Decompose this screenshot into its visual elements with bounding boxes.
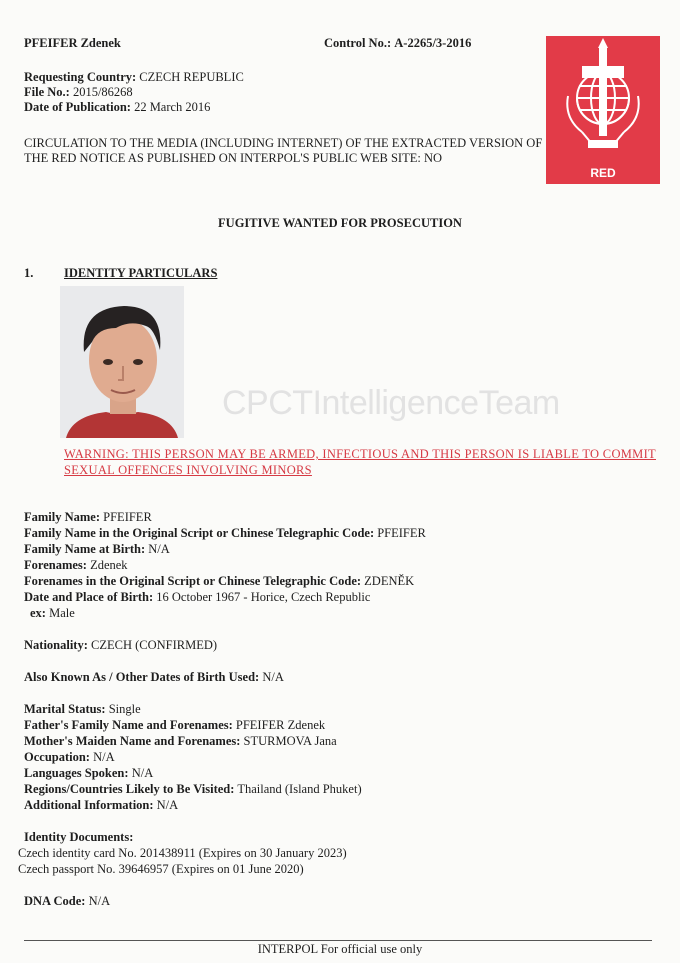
subject-name-header: PFEIFER Zdenek — [24, 36, 121, 50]
languages-value: N/A — [131, 766, 154, 780]
occupation-label: Occupation: — [24, 750, 90, 764]
family-name-original-label: Family Name in the Original Script or Chinese Telegraphic Code: — [24, 526, 375, 540]
family-name-birth-row — [24, 542, 170, 557]
nationality-label: Nationality: — [24, 638, 88, 652]
sex-label: ex: — [30, 606, 46, 620]
regions-value: Thailand (Island Phuket) — [237, 782, 362, 796]
date-place-birth-row — [24, 590, 370, 605]
family-name-original-row — [24, 526, 426, 541]
forenames-original-row — [24, 574, 414, 589]
red-label: RED — [590, 166, 616, 180]
dna-code-row — [24, 894, 110, 909]
requesting-country-row — [24, 70, 244, 85]
file-no-row — [24, 85, 133, 100]
forenames-original-label: Forenames in the Original Script or Chinese Telegraphic Code: — [24, 574, 362, 588]
date-place-birth-label: Date and Place of Birth: — [24, 590, 154, 604]
family-name-value: PFEIFER — [103, 510, 152, 524]
father-name-label: Father's Family Name and Forenames: — [24, 718, 233, 732]
section-title: IDENTITY PARTICULARS — [64, 266, 218, 280]
marital-status-label: Marital Status: — [24, 702, 106, 716]
forenames-value: Zdenek — [90, 558, 128, 572]
additional-info-value: N/A — [156, 798, 179, 812]
control-number — [324, 36, 471, 51]
nationality-row — [24, 638, 217, 653]
person-portrait-icon — [60, 286, 184, 438]
family-name-label: Family Name: — [24, 510, 101, 524]
nationality-value: CZECH (CONFIRMED) — [91, 638, 218, 652]
date-place-birth-value: 16 October 1967 - Horice, Czech Republic — [156, 590, 371, 604]
dna-code-label: DNA Code: — [24, 894, 86, 908]
father-name-row — [24, 718, 325, 733]
document-title: FUGITIVE WANTED FOR PROSECUTION — [218, 216, 462, 230]
additional-info-row — [24, 798, 178, 813]
regions-row — [24, 782, 362, 797]
also-known-as-label: Also Known As / Other Dates of Birth Used: — [24, 670, 260, 684]
family-name-birth-label: Family Name at Birth: — [24, 542, 146, 556]
subject-photo — [60, 286, 184, 438]
publication-date-label: Date of Publication: — [24, 100, 131, 114]
section-number: 1. — [24, 266, 34, 280]
sex-row — [30, 606, 75, 621]
marital-status-value: Single — [108, 702, 141, 716]
file-no-label: File No.: — [24, 85, 70, 99]
warning-text: WARNING: THIS PERSON MAY BE ARMED, INFECTIOUS AND THIS PERSON IS LIABLE TO COMMIT SEXUAL OFFENCES INVOLVING MINORS — [64, 447, 656, 477]
publication-date-row — [24, 100, 210, 115]
sex-value: Male — [49, 606, 75, 620]
family-name-row — [24, 510, 152, 525]
also-known-as-value: N/A — [262, 670, 284, 684]
file-no-value: 2015/86268 — [72, 85, 133, 99]
family-name-original-value: PFEIFER — [377, 526, 426, 540]
forenames-label: Forenames: — [24, 558, 87, 572]
father-name-value: PFEIFER Zdenek — [235, 718, 326, 732]
footer-text: INTERPOL For official use only — [257, 942, 423, 956]
also-known-as-row — [24, 670, 284, 685]
interpol-red-notice-logo — [546, 36, 660, 184]
publication-date-value: 22 March 2016 — [134, 100, 211, 114]
footer-divider — [24, 940, 652, 941]
mother-name-value: STURMOVA Jana — [243, 734, 337, 748]
identity-documents-label: Identity Documents: — [24, 830, 134, 844]
requesting-country-label: Requesting Country: — [24, 70, 137, 84]
languages-row — [24, 766, 153, 781]
control-number-value: A-2265/3-2016 — [394, 36, 472, 50]
occupation-value: N/A — [93, 750, 115, 764]
identity-documents-heading — [24, 830, 133, 845]
family-name-birth-value: N/A — [148, 542, 170, 556]
interpol-seal-icon — [546, 36, 660, 166]
mother-name-row — [24, 734, 337, 749]
forenames-row — [24, 558, 128, 573]
marital-status-row — [24, 702, 141, 717]
requesting-country-value: CZECH REPUBLIC — [139, 70, 244, 84]
control-number-label: Control No.: — [324, 36, 392, 50]
languages-label: Languages Spoken: — [24, 766, 129, 780]
dna-code-value: N/A — [88, 894, 111, 908]
occupation-row — [24, 750, 115, 765]
media-circulation-notice: CIRCULATION TO THE MEDIA (INCLUDING INTERNET) OF THE EXTRACTED VERSION OF THE RED NOTICE AS PUBLISHED ON INTERPOL'S PUBLIC WEB SITE: NO — [24, 136, 543, 165]
forenames-original-value: ZDENĚK — [364, 574, 415, 588]
mother-name-label: Mother's Maiden Name and Forenames: — [24, 734, 241, 748]
identity-document-item: Czech identity card No. 201438911 (Expires on 30 January 2023) — [18, 846, 347, 860]
regions-label: Regions/Countries Likely to Be Visited: — [24, 782, 235, 796]
watermark-text: CPCTIntelligenceTeam — [222, 384, 560, 422]
identity-document-item: Czech passport No. 39646957 (Expires on 01 June 2020) — [18, 862, 304, 876]
additional-info-label: Additional Information: — [24, 798, 154, 812]
